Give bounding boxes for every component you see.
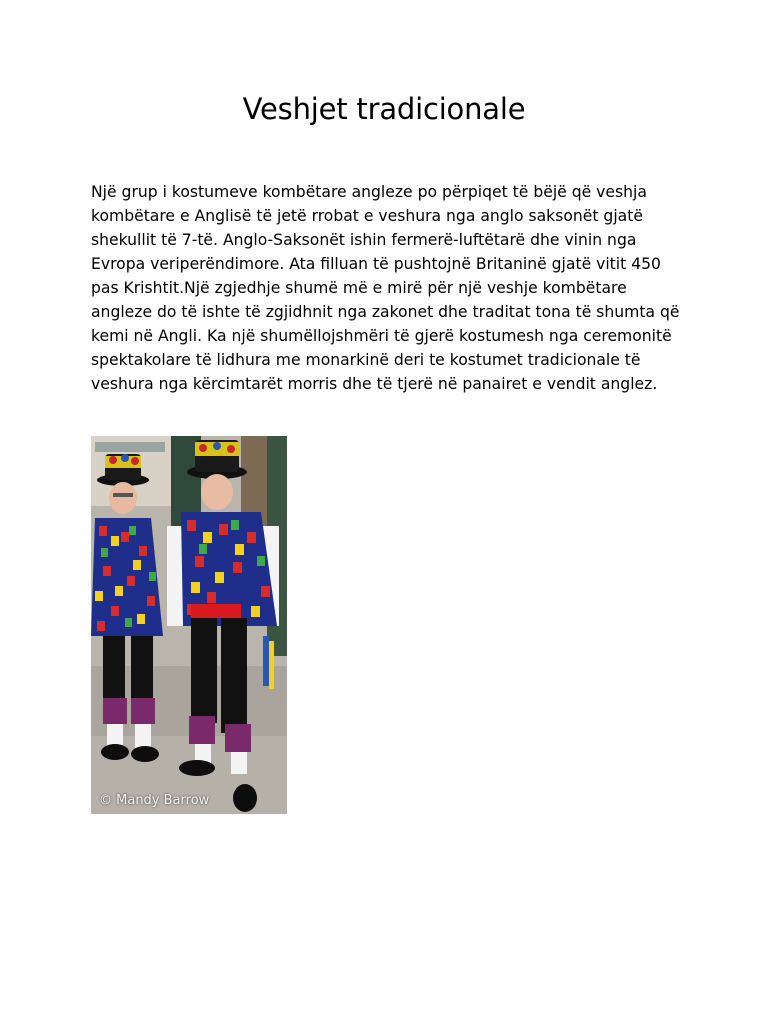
page-title: Veshjet tradicionale xyxy=(242,92,526,126)
morris-dancers-photo xyxy=(91,436,287,814)
body-paragraph: Një grup i kostumeve kombëtare angleze po përpiqet të bëjë që veshja kombëtare e Anglisë të jetë rrobat e veshura nga anglo saksonët gjatë shekullit të 7-të. Anglo-Saksonët ishin fermerë-luftëtarë dhe vinin nga Evropa veriperëndimore. Ata filluan të pushtojnë Britaninë gjatë vitit 450 pas Krishtit.Një zgjedhje shumë më e mirë për një veshje kombëtare angleze do të ishte të zgjidhnit nga zakonet dhe traditat tona të shumta që kemi në Angli. Ka një shumëllojshmëri të gjerë kostumesh nga ceremonitë spektakolare të lidhura me monarkinë deri te kostumet tradicionale të veshura nga kërcimtarët morris dhe të tjerë në panairet e vendit anglez. xyxy=(91,183,680,393)
photo-credit: © Mandy Barrow xyxy=(99,793,210,808)
photo-illustration xyxy=(91,436,287,814)
